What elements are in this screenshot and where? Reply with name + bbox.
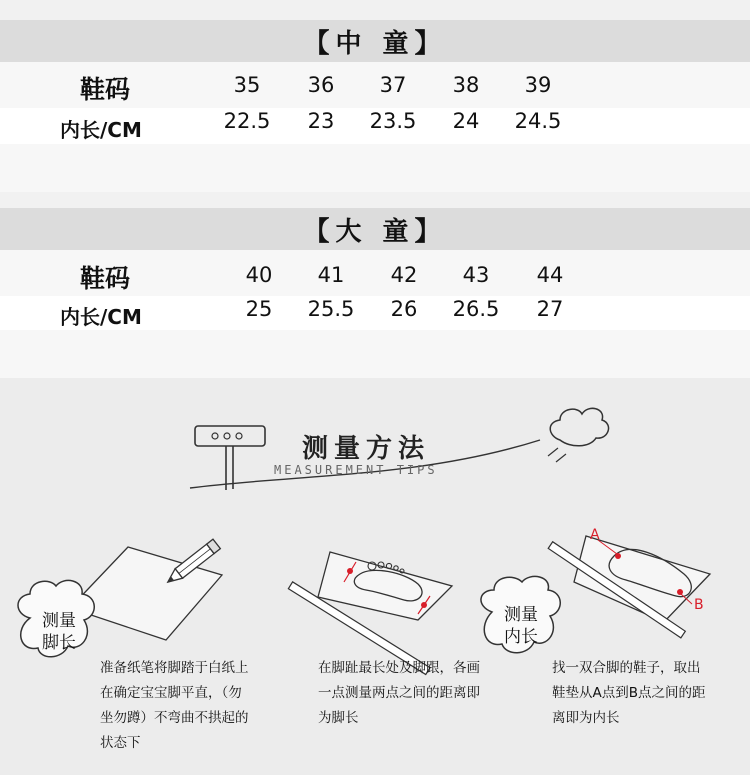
length-cell: 24.5 <box>514 109 562 133</box>
length-cell: 26 <box>390 297 418 321</box>
point-a-label: A <box>590 527 600 543</box>
length-cell: 25 <box>245 297 273 321</box>
size-cell: 42 <box>390 263 418 287</box>
step3-text-line: 鞋垫从A点到B点之间的距 <box>552 685 706 701</box>
point-b-label: B <box>694 597 704 613</box>
cloud-label-line-2: 内长 <box>504 627 538 647</box>
size-cell: 38 <box>452 73 480 97</box>
size-cell: 44 <box>536 263 564 287</box>
length-label: 内长/CM <box>60 305 142 329</box>
table-title-middle-kids: 【中 童】 <box>0 20 750 62</box>
length-cell: 23.5 <box>369 109 417 133</box>
length-cell: 23 <box>307 109 335 133</box>
size-cell: 40 <box>245 263 273 287</box>
cloud-label-line-2: 脚长 <box>42 633 76 653</box>
size-label: 鞋码 <box>80 264 131 293</box>
cloud-label-line-1: 测量 <box>42 611 76 631</box>
step3-text-line: 找一双合脚的鞋子，取出 <box>552 660 701 676</box>
length-cell: 26.5 <box>452 297 500 321</box>
length-cell: 24 <box>452 109 480 133</box>
size-cell: 36 <box>307 73 335 97</box>
step1-text-line: 在确定宝宝脚平直，（勿 <box>100 685 242 701</box>
step2-text-line: 一点测量两点之间的距离即 <box>318 685 480 701</box>
size-cell: 41 <box>317 263 345 287</box>
step2-text-line: 为脚长 <box>318 710 359 726</box>
step1-text-line: 准备纸笔将脚踏于白纸上 <box>100 660 249 676</box>
size-cell: 39 <box>524 73 552 97</box>
length-cell: 25.5 <box>307 297 355 321</box>
step3-text-line: 离即为内长 <box>552 710 620 726</box>
tips-title: 测量方法 <box>302 434 431 464</box>
step1-text-line: 状态下 <box>100 735 141 751</box>
table-title-big-kids: 【大 童】 <box>0 208 750 250</box>
size-cell: 35 <box>233 73 261 97</box>
size-cell: 37 <box>379 73 407 97</box>
step1-text-line: 坐勿蹲）不弯曲不拱起的 <box>100 710 249 726</box>
tips-subtitle: MEASUREMENT TIPS <box>274 463 438 477</box>
size-cell: 43 <box>462 263 490 287</box>
length-cell: 22.5 <box>223 109 271 133</box>
step2-text-line: 在脚趾最长处及脚跟，各画 <box>318 660 480 676</box>
length-label: 内长/CM <box>60 118 142 142</box>
length-cell: 27 <box>536 297 564 321</box>
cloud-label-line-1: 测量 <box>504 605 538 625</box>
size-label: 鞋码 <box>80 75 131 104</box>
